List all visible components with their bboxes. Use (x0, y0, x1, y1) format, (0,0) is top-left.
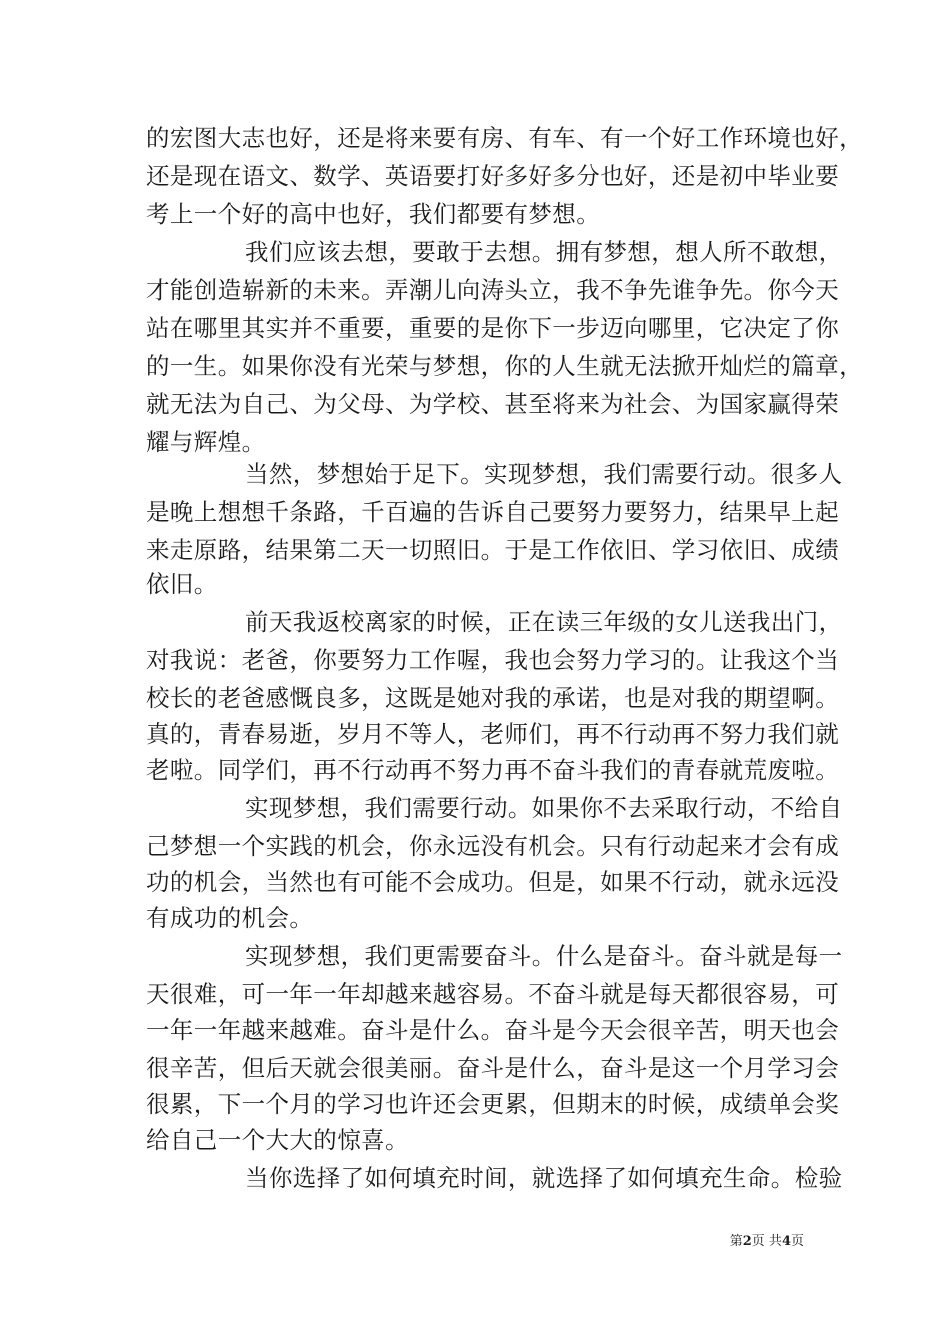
paragraph-first-line: 实现梦想，我们更需要奋斗。什么是奋斗。奋斗就是每一 (245, 942, 843, 970)
body-line: 天很难，可一年一年却越来越容易。不奋斗就是每天都很容易，可 (146, 980, 840, 1008)
body-line: 老啦。同学们，再不行动再不努力再不奋斗我们的青春就荒废啦。 (146, 756, 840, 784)
body-line: 是晚上想想千条路，千百遍的告诉自己要努力要努力，结果早上起 (146, 498, 840, 526)
body-line: 功的机会，当然也有可能不会成功。但是，如果不行动，就永远没 (146, 868, 840, 896)
footer-middle: 页 共 (751, 1234, 782, 1249)
paragraph-first-line: 实现梦想，我们需要行动。如果你不去采取行动，不给自 (245, 794, 843, 822)
body-line: 对我说：老爸，你要努力工作喔，我也会努力学习的。让我这个当 (146, 646, 840, 674)
body-line: 来走原路，结果第二天一切照旧。于是工作依旧、学习依旧、成绩 (146, 536, 840, 564)
body-line: 就无法为自己、为父母、为学校、甚至将来为社会、为国家赢得荣 (146, 390, 840, 418)
body-line: 很辛苦，但后天就会很美丽。奋斗是什么，奋斗是这一个月学习会 (146, 1054, 840, 1082)
body-line: 有成功的机会。 (146, 904, 314, 932)
body-line: 才能创造崭新的未来。弄潮儿向涛头立，我不争先谁争先。你今天 (146, 276, 840, 304)
body-line: 给自己一个大大的惊喜。 (146, 1126, 409, 1154)
body-line: 还是现在语文、数学、英语要打好多好多分也好，还是初中毕业要 (146, 162, 840, 190)
paragraph-first-line: 当然，梦想始于足下。实现梦想，我们需要行动。很多人 (245, 460, 843, 488)
body-line: 的一生。如果你没有光荣与梦想，你的人生就无法掀开灿烂的篇章， (146, 352, 863, 380)
footer-prefix: 第 (729, 1234, 743, 1249)
paragraph-first-line: 我们应该去想，要敢于去想。拥有梦想，想人所不敢想， (245, 238, 843, 266)
paragraph-first-line: 当你选择了如何填充时间，就选择了如何填充生命。检验 (245, 1164, 843, 1192)
body-line: 考上一个好的高中也好，我们都要有梦想。 (146, 200, 601, 228)
page-footer (730, 1233, 804, 1251)
total-page-number: 4 (781, 1234, 791, 1249)
body-line: 站在哪里其实并不重要，重要的是你下一步迈向哪里，它决定了你 (146, 314, 840, 342)
body-line: 依旧。 (146, 570, 218, 598)
body-line: 的宏图大志也好，还是将来要有房、有车、有一个好工作环境也好， (146, 124, 863, 152)
body-line: 很累，下一个月的学习也许还会更累，但期末的时候，成绩单会奖 (146, 1090, 840, 1118)
body-line: 一年一年越来越难。奋斗是什么。奋斗是今天会很辛苦，明天也会 (146, 1016, 840, 1044)
current-page-number: 2 (742, 1234, 752, 1249)
body-line: 己梦想一个实践的机会，你永远没有机会。只有行动起来才会有成 (146, 832, 840, 860)
body-line: 真的，青春易逝，岁月不等人，老师们，再不行动再不努力我们就 (146, 720, 840, 748)
paragraph-first-line: 前天我返校离家的时候，正在读三年级的女儿送我出门， (245, 608, 843, 636)
body-line: 耀与辉煌。 (146, 428, 266, 456)
footer-suffix: 页 (790, 1234, 804, 1249)
body-line: 校长的老爸感慨良多，这既是她对我的承诺，也是对我的期望啊。 (146, 684, 840, 712)
